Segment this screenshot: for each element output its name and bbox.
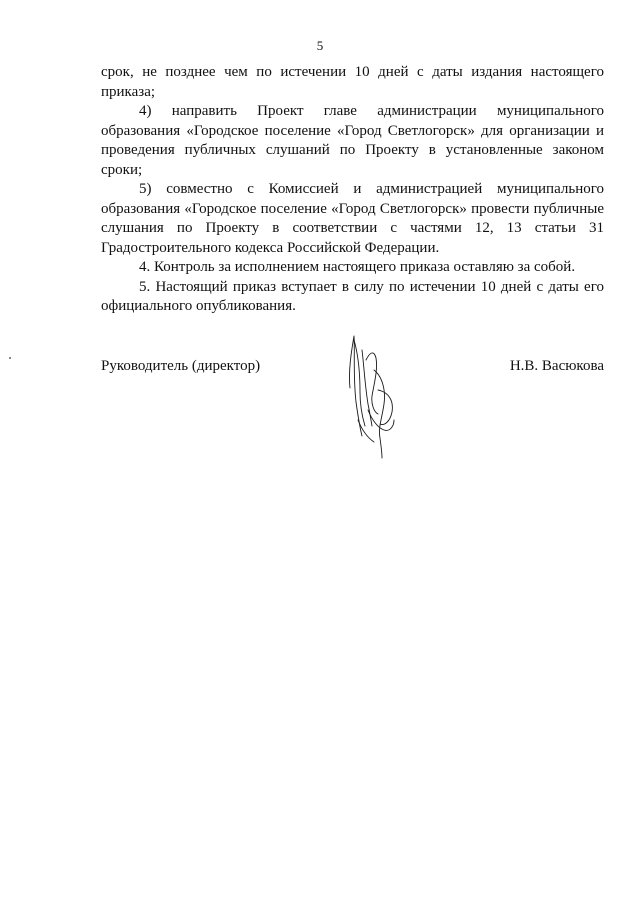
paragraph-item-5-public-hearings: 5) совместно с Комиссией и администрацией муниципального образования «Городское поселение «Город Светлогорск» провести публичные слушания по Проекту в соответствии с частями 12, 13 статьи 31 Градостроительного кодекса Российской Федерации.: [101, 181, 604, 256]
margin-mark: [9, 357, 11, 359]
paragraph-clause-5-effective: 5. Настоящий приказ вступает в силу по истечении 10 дней с даты его официального опубликования.: [101, 278, 604, 314]
page-number: 5: [316, 38, 324, 53]
paragraph-clause-4-control: 4. Контроль за исполнением настоящего приказа оставляю за собой.: [139, 259, 576, 275]
signatory-position: Руководитель (директор): [101, 358, 261, 374]
paragraph-deadline-continuation: срок, не позднее чем по истечении 10 дней с даты издания настоящего приказа;: [101, 64, 604, 100]
paragraph-item-4-send-project: 4) направить Проект главе администрации муниципального образования «Городское поселение «Город Светлогорск» для организации и проведения публичных слушаний по Проекту в установленные законом сроки;: [101, 103, 604, 178]
signatory-name: Н.В. Васюкова: [509, 358, 604, 374]
handwritten-signature-icon: [338, 330, 408, 460]
document-body: [101, 63, 604, 317]
